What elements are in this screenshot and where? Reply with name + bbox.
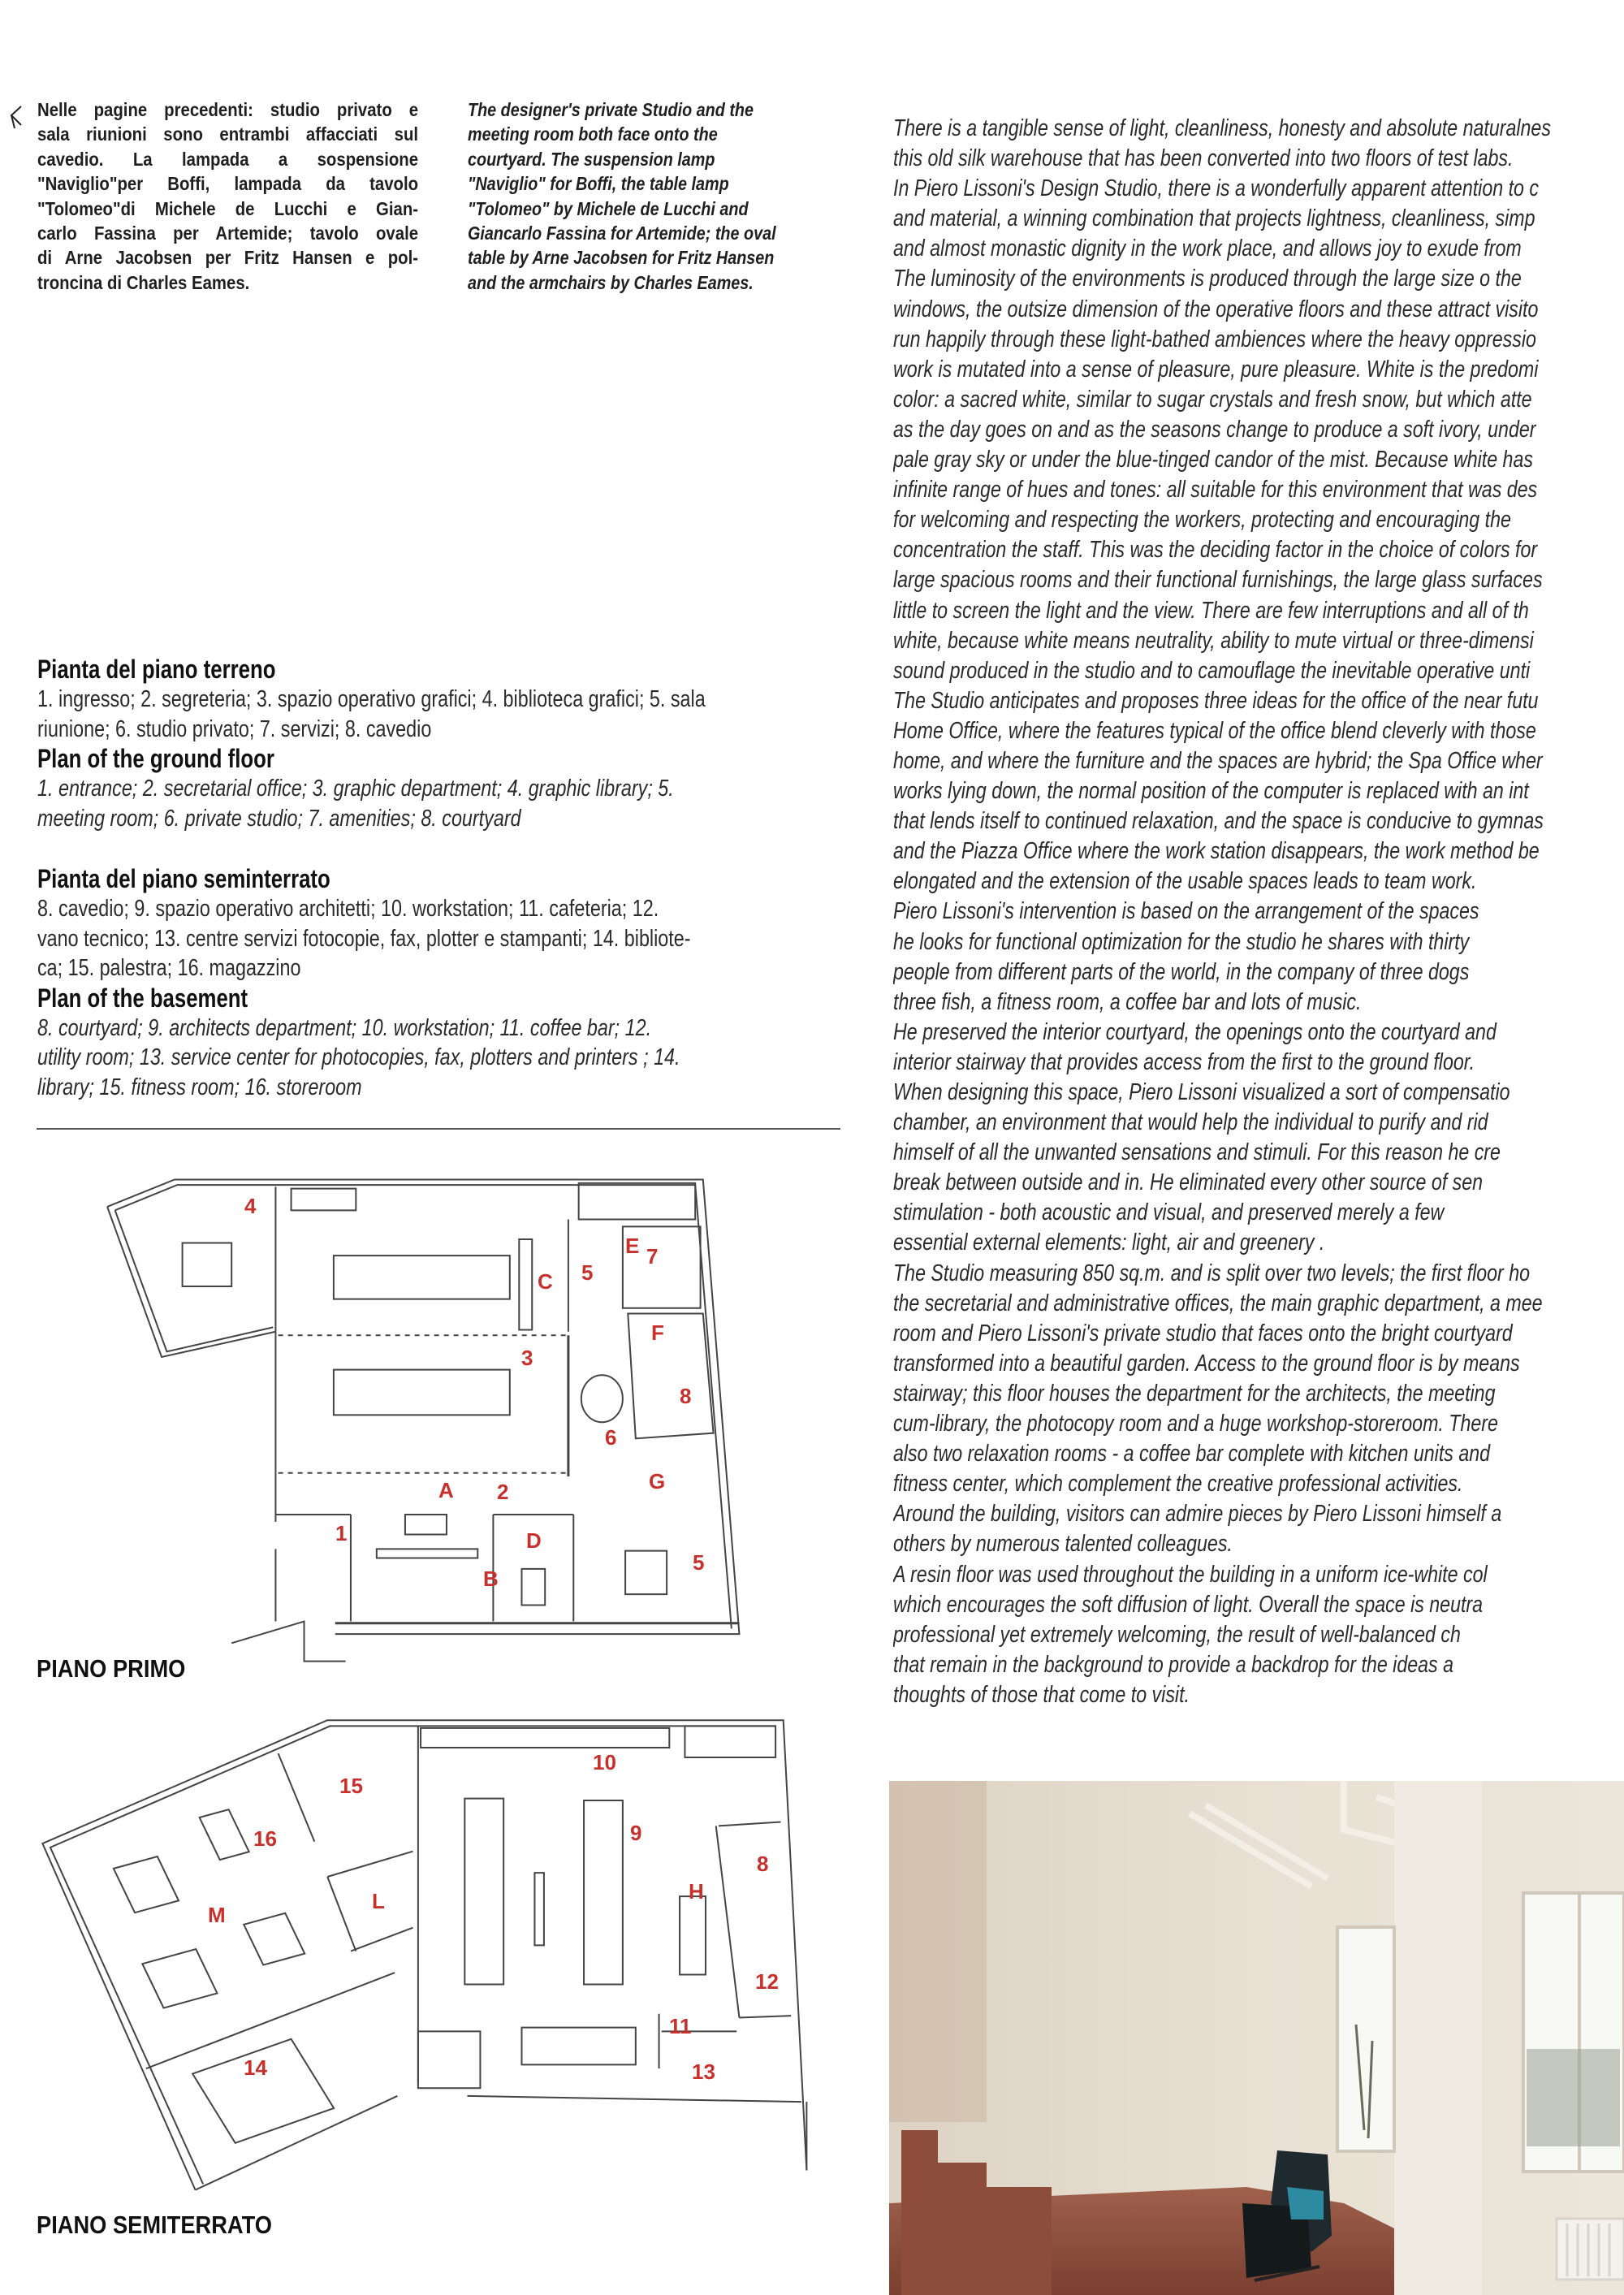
caption-italian [37, 97, 418, 295]
caption-line: "Tolomeo"di Michele de Lucchi e Gian- [37, 197, 419, 219]
room-label: 10 [593, 1750, 616, 1774]
article-line: large spacious rooms and their functional furnishings, the large glass surfaces [893, 567, 1543, 594]
article-line: this old silk warehouse that has been converted into two floors of test labs. [893, 145, 1514, 172]
room-label: 11 [669, 2014, 692, 2038]
article-line: cum-library, the photocopy room and a huge workshop-storeroom. There [893, 1411, 1498, 1437]
room-label: F [651, 1320, 664, 1345]
article-line: room and Piero Lissoni's private studio that faces onto the bright courtyard [893, 1320, 1513, 1346]
legend-line: library; 15. fitness room; 16. storeroom [37, 1074, 362, 1100]
room-label: 5 [581, 1260, 594, 1285]
legend-line: 1. ingresso; 2. segreteria; 3. spazio operativo grafici; 4. biblioteca grafici; 5. sala [37, 686, 706, 712]
article-line: The Studio measuring 850 sq.m. and is split over two levels; the first floor ho [893, 1260, 1531, 1286]
room-label: 6 [605, 1425, 617, 1450]
article-line: little to screen the light and the view. There are few interruptions and all of th [893, 597, 1529, 624]
caption-line: cavedio. La lampada a sospensione [37, 148, 419, 170]
room-label: C [538, 1269, 553, 1294]
legend-line: utility room; 13. service center for photocopies, fax, plotters and printers ; 14. [37, 1044, 680, 1070]
article-line: white, because white means neutrality, ability to mute virtual or three-dimensi [893, 627, 1534, 654]
caption-english [468, 97, 831, 295]
basement-plan [24, 1681, 836, 2295]
room-label: H [689, 1879, 704, 1904]
article-line: and almost monastic dignity in the work place, and allows joy to exude from [893, 236, 1522, 262]
caption-line: di Arne Jacobsen per Fritz Hansen e pol- [37, 247, 419, 269]
article-line: He preserved the interior courtyard, the openings onto the courtyard and [893, 1018, 1497, 1045]
room-label: 8 [757, 1852, 769, 1876]
room-label: 13 [692, 2059, 715, 2084]
article-line: A resin floor was used throughout the building in a uniform ice-white col [893, 1561, 1488, 1588]
article-line: In Piero Lissoni's Design Studio, there is a wonderfully apparent attention to c [893, 175, 1539, 202]
article-body [893, 114, 1624, 1710]
radiator [1557, 2219, 1624, 2280]
article-column [893, 114, 1624, 1714]
article-line: and the Piazza Office where the work station disappears, the work method be [893, 838, 1540, 865]
article-line: There is a tangible sense of light, cleanliness, honesty and absolute naturalnes [893, 115, 1551, 141]
room-label: 14 [244, 2055, 267, 2080]
pillar [1394, 1781, 1482, 2295]
legend-line: meeting room; 6. private studio; 7. amenities; 8. courtyard [37, 805, 521, 832]
legend-line: 8. courtyard; 9. architects department; 10. workstation; 11. coffee bar; 12. [37, 1014, 652, 1041]
article-line: color: a sacred white, similar to sugar crystals and fresh snow, but which atte [893, 386, 1532, 413]
caption-line: carlo Fassina per Artemide; tavolo ovale [37, 223, 419, 244]
article-line: Around the building, visitors can admire pieces by Piero Lissoni himself a [893, 1501, 1502, 1528]
article-line: also two relaxation rooms - a coffee bar complete with kitchen units and [893, 1441, 1491, 1467]
caption-line: sala riunioni sono entrambi affacciati sul [37, 123, 419, 145]
article-line: that remain in the background to provide a backdrop for the ideas a [893, 1651, 1453, 1678]
first-floor-title: PIANO PRIMO [37, 1654, 186, 1683]
caption-line: "Naviglio"per Boffi, lampada da tavolo [37, 173, 419, 195]
caption-line: courtyard. The suspension lamp [468, 148, 715, 170]
legend-heading: Plan of the basement [37, 983, 248, 1013]
interior-photo [889, 1781, 1624, 2295]
caption-line: meeting room both face onto the [468, 123, 718, 145]
room-label: 12 [755, 1969, 779, 1994]
room-label: A [438, 1478, 454, 1502]
room-label: B [483, 1567, 499, 1591]
room-label: D [526, 1528, 542, 1553]
article-line: as the day goes on and as the seasons change to produce a soft ivory, under [893, 416, 1536, 443]
article-line: Home Office, where the features typical of the office blend cleverly with those [893, 717, 1536, 744]
article-line: sound produced in the studio and to camouflage the inevitable operative unti [893, 657, 1531, 684]
article-line: interior stairway that provides access from the first to the ground floor. [893, 1048, 1475, 1075]
caption-line: troncina di Charles Eames. [37, 271, 250, 293]
article-line: for welcoming and respecting the workers, protecting and encouraging the [893, 507, 1511, 534]
legend-line: vano tecnico; 13. centre servizi fotocopie, fax, plotter e stampanti; 14. bibliote- [37, 925, 691, 952]
room-label: 4 [244, 1194, 257, 1218]
article-line: home, and where the furniture and the spaces are hybrid; the Spa Office wher [893, 747, 1543, 774]
article-line: The luminosity of the environments is produced through the large size o the [893, 266, 1522, 292]
article-line: three fish, a fitness room, a coffee bar and lots of music. [893, 988, 1362, 1015]
article-line: the secretarial and administrative offices, the main graphic department, a mee [893, 1290, 1543, 1316]
article-line: break between outside and in. He eliminated every other source of sen [893, 1169, 1484, 1196]
room-label: E [625, 1234, 640, 1258]
article-line: himself of all the unwanted sensations and stimuli. For this reason he cre [893, 1139, 1501, 1166]
legend-line: ca; 15. palestra; 16. magazzino [37, 955, 301, 981]
caption-line: "Tolomeo" by Michele de Lucchi and [468, 197, 749, 219]
caption-line: and the armchairs by Charles Eames. [468, 271, 754, 293]
legend-heading: Pianta del piano terreno [37, 655, 276, 684]
article-line: concentration the staff. This was the deciding factor in the choice of colors for [893, 537, 1538, 564]
article-line: chamber, an environment that would help the individual to purify and rid [893, 1109, 1488, 1136]
legend-line: 8. cavedio; 9. spazio operativo architetti; 10. workstation; 11. cafeteria; 12. [37, 896, 659, 922]
legend-body [37, 1014, 841, 1103]
corner-arrow-icon [6, 104, 26, 128]
article-line: transformed into a beautiful garden. Access to the ground floor is by means [893, 1350, 1520, 1377]
legend-body [37, 774, 841, 833]
room-label: L [372, 1889, 385, 1913]
plan-legend [37, 655, 841, 1102]
article-line: that lends itself to continued relaxation, and the space is conducive to gymnas [893, 808, 1544, 835]
legend-body [37, 894, 841, 983]
caption-line: Giancarlo Fassina for Artemide; the oval [468, 223, 776, 244]
caption-line: Nelle pagine precedenti: studio privato e [37, 99, 419, 120]
article-line: stairway; this floor houses the department for the architects, the meeting [893, 1380, 1496, 1407]
room-label: 2 [497, 1480, 509, 1504]
article-line: he looks for functional optimization for the studio he shares with thirty [893, 928, 1470, 955]
article-line: professional yet extremely welcoming, the result of well-balanced ch [893, 1621, 1461, 1648]
legend-heading: Pianta del piano seminterrato [37, 864, 330, 893]
article-line: thoughts of those that come to visit. [893, 1681, 1190, 1708]
article-line: run happily through these light-bathed ambiences where the heavy oppressio [893, 326, 1536, 352]
room-label: 8 [680, 1384, 692, 1408]
article-line: windows, the outsize dimension of the operative floors and these attract visito [893, 296, 1539, 322]
article-line: When designing this space, Piero Lissoni visualized a sort of compensatio [893, 1079, 1510, 1105]
article-line: which encourages the soft diffusion of light. Overall the space is neutra [893, 1591, 1484, 1618]
room-label: 3 [521, 1346, 533, 1370]
article-line: Piero Lissoni's intervention is based on the arrangement of the spaces [893, 898, 1479, 925]
caption-line: The designer's private Studio and the [468, 99, 754, 120]
first-floor-plan [24, 1129, 836, 1697]
wall-shadow [889, 1781, 987, 2122]
caption-line: table by Arne Jacobsen for Fritz Hansen [468, 247, 775, 269]
legend-body [37, 685, 841, 744]
article-line: stimulation - both acoustic and visual, and preserved merely a few [893, 1199, 1445, 1226]
room-label: 5 [693, 1550, 705, 1575]
article-line: elongated and the extension of the usable spaces leads to team work. [893, 868, 1477, 895]
room-label: 15 [339, 1774, 363, 1798]
article-line: The Studio anticipates and proposes three ideas for the office of the near futu [893, 687, 1539, 714]
legend-line: riunione; 6. studio privato; 7. servizi; 8. cavedio [37, 715, 432, 742]
room-label: M [208, 1903, 226, 1927]
article-line: work is mutated into a sense of pleasure, pure pleasure. White is the predomi [893, 356, 1539, 382]
room-label: 7 [646, 1244, 659, 1269]
article-line: fitness center, which complement the creative professional activities. [893, 1471, 1463, 1498]
room-label: 1 [335, 1521, 348, 1545]
article-line: essential external elements: light, air and greenery . [893, 1230, 1325, 1256]
article-line: and material, a winning combination that projects lightness, cleanliness, simp [893, 205, 1535, 232]
basement-title: PIANO SEMITERRATO [37, 2211, 273, 2239]
room-label: 16 [253, 1826, 277, 1851]
legend-line: 1. entrance; 2. secretarial office; 3. graphic department; 4. graphic library; 5. [37, 776, 674, 802]
legend-heading: Plan of the ground floor [37, 744, 274, 773]
caption-line: "Naviglio" for Boffi, the table lamp [468, 173, 729, 195]
article-line: people from different parts of the world, in the company of three dogs [893, 958, 1470, 985]
room-label: G [649, 1469, 666, 1493]
article-line: infinite range of hues and tones: all suitable for this environment that was des [893, 477, 1538, 504]
window [1337, 1927, 1394, 2151]
room-label: 9 [630, 1821, 642, 1845]
article-line: others by numerous talented colleagues. [893, 1531, 1233, 1558]
article-line: works lying down, the normal position of the computer is replaced with an int [893, 778, 1529, 805]
article-line: pale gray sky or under the blue-tinged candor of the mist. Because white has [893, 447, 1533, 473]
